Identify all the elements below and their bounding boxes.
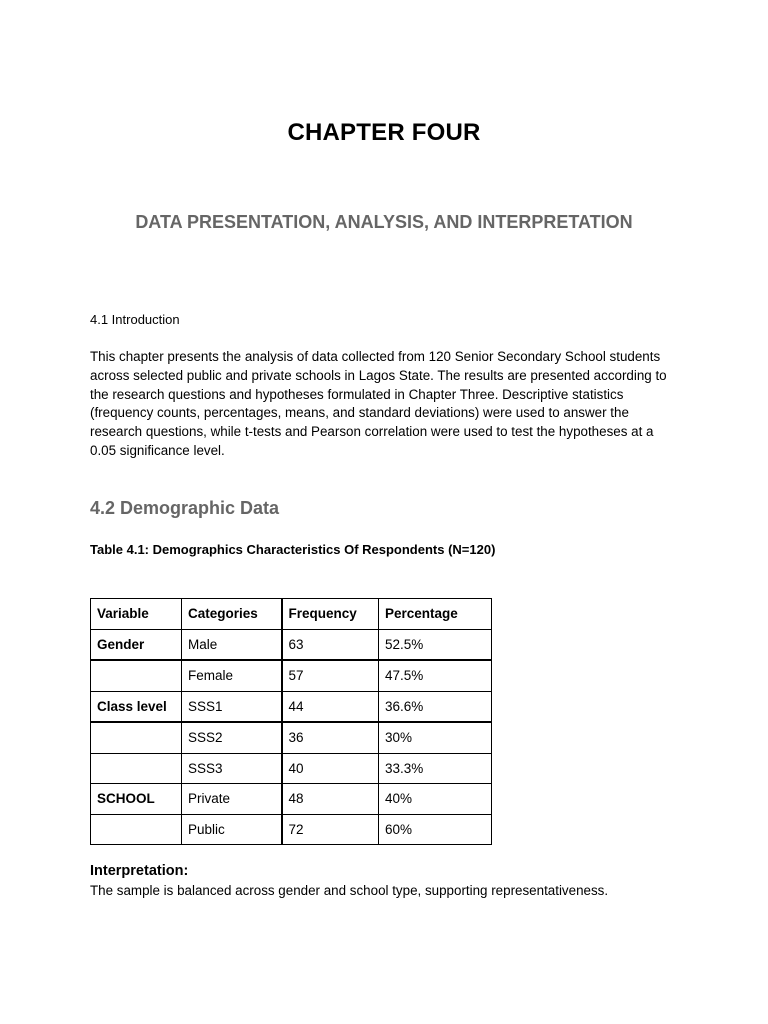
- cell-percentage: 52.5%: [379, 629, 492, 660]
- cell-category: Male: [182, 629, 282, 660]
- cell-variable: [91, 814, 182, 845]
- cell-variable: [91, 660, 182, 691]
- cell-percentage: 40%: [379, 784, 492, 815]
- cell-variable: SCHOOL: [91, 784, 182, 815]
- table-row: [91, 722, 492, 753]
- table-row: [91, 660, 492, 691]
- cell-variable: [91, 722, 182, 753]
- cell-category: SSS3: [182, 753, 282, 784]
- introduction-heading: 4.1 Introduction: [90, 312, 180, 327]
- cell-frequency: 48: [282, 784, 379, 815]
- cell-frequency: 44: [282, 691, 379, 722]
- cell-frequency: 57: [282, 660, 379, 691]
- chapter-title: CHAPTER FOUR: [287, 119, 481, 146]
- cell-frequency: 36: [282, 722, 379, 753]
- cell-category: Public: [182, 814, 282, 845]
- table-row: [91, 784, 492, 815]
- cell-category: SSS1: [182, 691, 282, 722]
- cell-frequency: 72: [282, 814, 379, 845]
- column-header-variable: Variable: [91, 599, 182, 630]
- table-row: [91, 691, 492, 722]
- table-row: [91, 753, 492, 784]
- interpretation-heading: Interpretation:: [90, 863, 189, 879]
- table-row: [91, 629, 492, 660]
- cell-frequency: 40: [282, 753, 379, 784]
- column-header-percentage: Percentage: [379, 599, 492, 630]
- demographics-table: [90, 598, 492, 845]
- cell-category: SSS2: [182, 722, 282, 753]
- introduction-paragraph: This chapter presents the analysis of data collected from 120 Senior Secondary School students across selected public and private schools in Lagos State. The results are presented according to the research questions and hypotheses formulated in Chapter Three. Descriptive statistics (frequency counts, percentages, means, and standard deviations) were used to answer the research questions, while t-tests and Pearson correlation were used to test the hypotheses at a 0.05 significance level.: [90, 349, 667, 458]
- table-caption: Table 4.1: Demographics Characteristics Of Respondents (N=120): [90, 542, 496, 557]
- cell-variable: [91, 753, 182, 784]
- chapter-subtitle: DATA PRESENTATION, ANALYSIS, AND INTERPRETATION: [135, 212, 633, 232]
- cell-percentage: 33.3%: [379, 753, 492, 784]
- table-header-row: [91, 599, 492, 630]
- cell-variable: Class level: [91, 691, 182, 722]
- cell-percentage: 60%: [379, 814, 492, 845]
- column-header-frequency: Frequency: [282, 599, 379, 630]
- interpretation-text: The sample is balanced across gender and school type, supporting representativeness.: [90, 883, 609, 898]
- cell-percentage: 47.5%: [379, 660, 492, 691]
- column-header-categories: Categories: [182, 599, 282, 630]
- cell-percentage: 36.6%: [379, 691, 492, 722]
- table-row: [91, 814, 492, 845]
- cell-frequency: 63: [282, 629, 379, 660]
- cell-variable: Gender: [91, 629, 182, 660]
- cell-category: Private: [182, 784, 282, 815]
- cell-category: Female: [182, 660, 282, 691]
- demographic-heading: 4.2 Demographic Data: [90, 498, 280, 518]
- cell-percentage: 30%: [379, 722, 492, 753]
